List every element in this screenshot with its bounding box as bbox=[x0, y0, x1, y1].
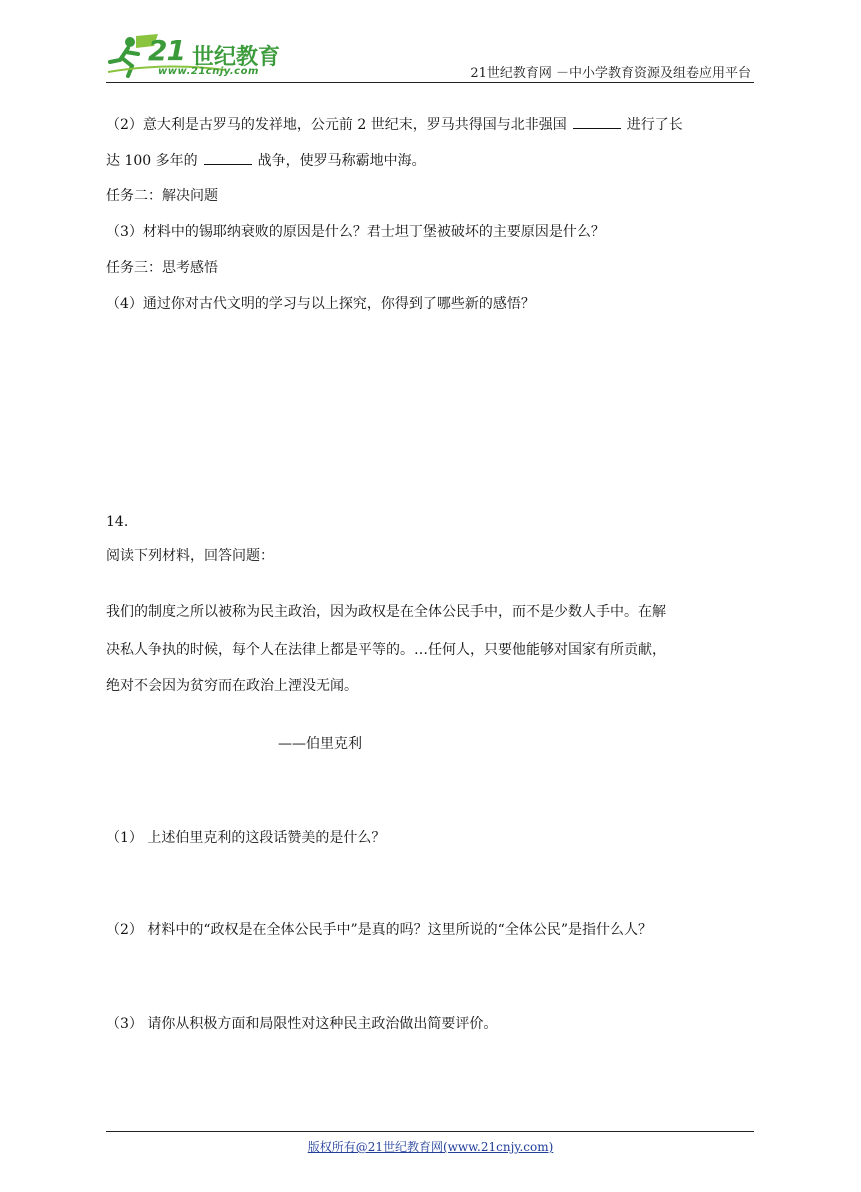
q13-part4: （4）通过你对古代文明的学习与以上探究，你得到了哪些新的感悟？ bbox=[106, 296, 535, 312]
task2-heading: 任务二：解决问题 bbox=[106, 188, 218, 204]
q13-part2-text-a: （2）意大利是古罗马的发祥地，公元前 2 世纪末，罗马共得国与北非强国 bbox=[106, 117, 567, 133]
logo-number: 21 bbox=[148, 34, 185, 67]
task3-heading: 任务三：思考感悟 bbox=[106, 260, 218, 276]
footer-divider bbox=[106, 1131, 754, 1132]
logo-url: www.21cnjy.com bbox=[158, 66, 259, 77]
q14-material-line1: 我们的制度之所以被称为民主政治，因为政权是在全体公民手中，而不是少数人手中。在解 bbox=[106, 604, 666, 620]
q14-question2: （2） 材料中的“政权是在全体公民手中”是真的吗？这里所说的“全体公民”是指什么人？ bbox=[106, 922, 652, 938]
q14-question3: （3） 请你从积极方面和局限性对这种民主政治做出简要评价。 bbox=[106, 1016, 498, 1032]
q14-material-line3: 绝对不会因为贫穷而在政治上湮没无闻。 bbox=[106, 678, 358, 694]
footer-copyright-link[interactable]: 版权所有@21世纪教育网(www.21cnjy.com) bbox=[307, 1140, 554, 1154]
q14-material-line2: 决私人争执的时候，每个人在法律上都是平等的。…任何人，只要他能够对国家有所贡献， bbox=[106, 642, 666, 658]
q14-question1: （1） 上述伯里克利的这段话赞美的是什么？ bbox=[106, 830, 386, 846]
q13-part2-line2 bbox=[106, 150, 426, 171]
answer-blank-2[interactable] bbox=[204, 150, 252, 165]
q13-part2-line1 bbox=[106, 114, 683, 135]
header-site-text: 21世纪教育网 －中小学教育资源及组卷应用平台 bbox=[470, 66, 751, 81]
q13-part2-text-c: 达 100 多年的 bbox=[106, 153, 198, 169]
q14-number: 14. bbox=[106, 514, 129, 530]
answer-blank-1[interactable] bbox=[573, 114, 621, 129]
q13-part2-text-d: 战争，使罗马称霸地中海。 bbox=[257, 153, 426, 169]
q13-part2-text-b: 进行了长 bbox=[626, 117, 683, 133]
logo-text: 世纪教育 bbox=[192, 45, 281, 70]
header-divider bbox=[106, 82, 754, 83]
q13-part3: （3）材料中的锡耶纳衰败的原因是什么？君士坦丁堡被破坏的主要原因是什么？ bbox=[106, 224, 605, 240]
q14-instruction: 阅读下列材料，回答问题： bbox=[106, 548, 274, 564]
q14-attribution: ——伯里克利 bbox=[278, 736, 362, 752]
